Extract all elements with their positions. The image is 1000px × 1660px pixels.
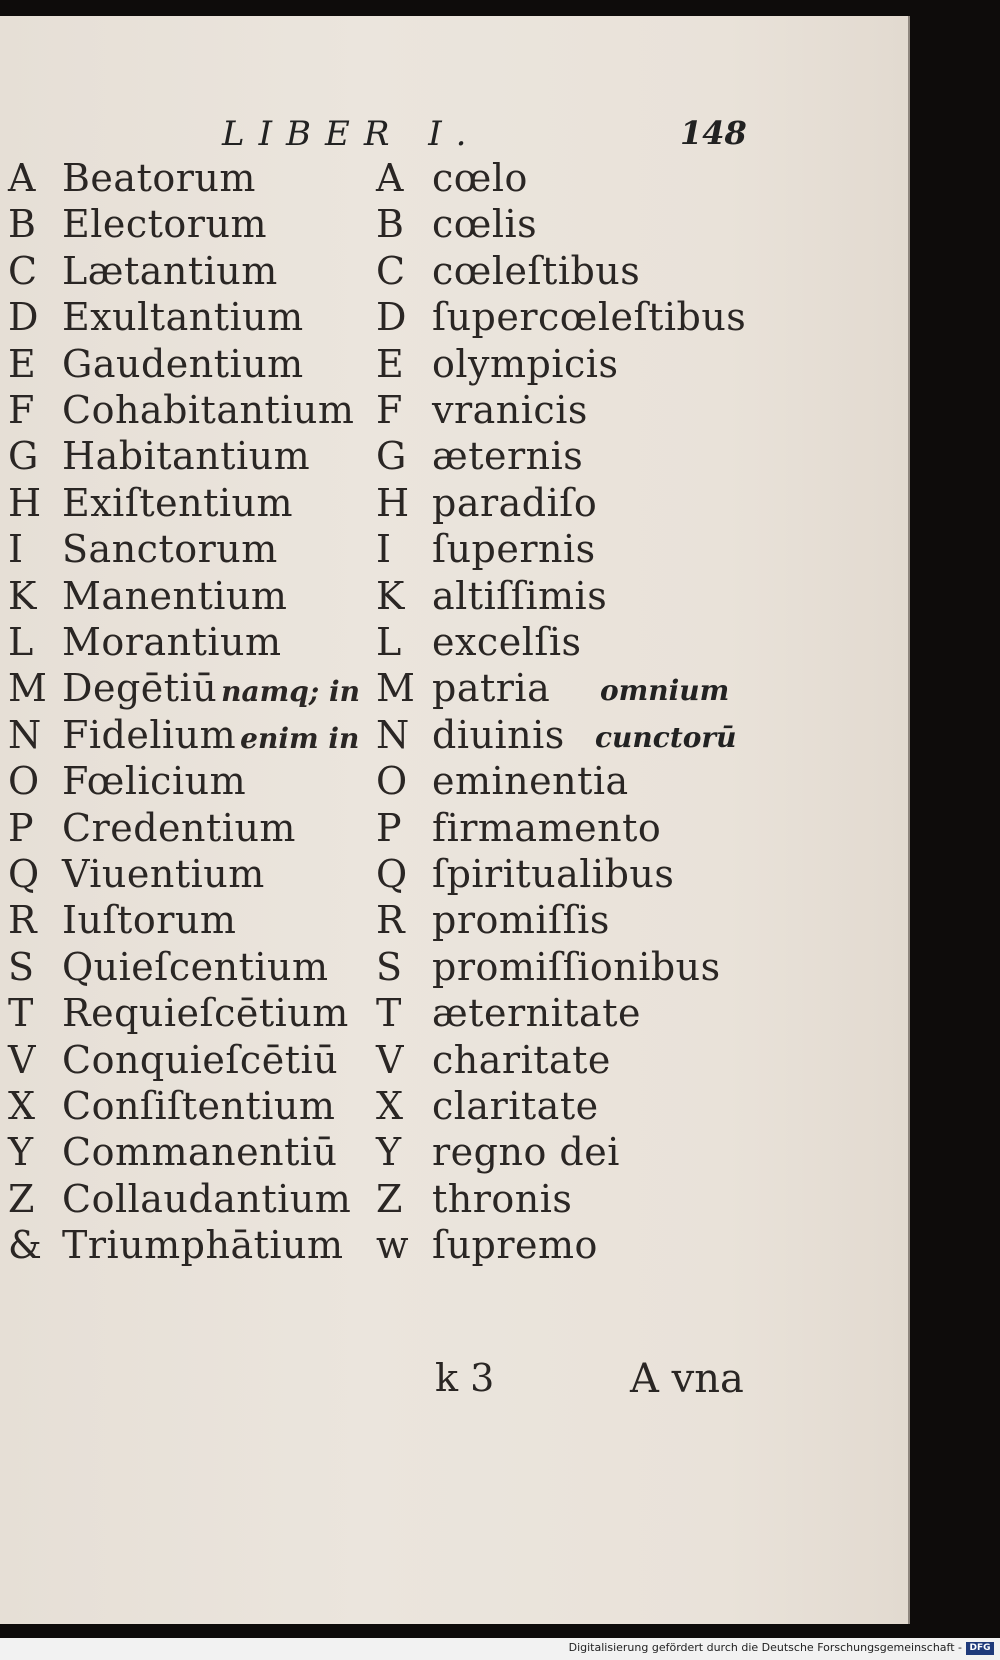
right-entry-word [432, 249, 640, 293]
right-entry-word-text: cœleſtibus [432, 248, 641, 293]
left-entry-word-text: Electorum [62, 202, 267, 247]
left-entry-word-text: Fidelium [62, 712, 237, 757]
book-page [0, 16, 910, 1624]
right-entry-word [432, 481, 597, 525]
left-entry-word [62, 852, 265, 896]
left-entry-word-text: Sanctorum [62, 527, 278, 572]
right-entry-word [432, 852, 674, 896]
right-entry-word [432, 574, 607, 618]
left-entry-word-text: Exiſtentium [62, 480, 294, 525]
right-entry-letter: G [376, 434, 407, 479]
right-entry-letter: P [376, 805, 402, 850]
left-entry-word [62, 156, 256, 200]
left-entry-word-text: Commanentiū [62, 1130, 338, 1175]
left-entry-word-text: Fœlicium [62, 759, 247, 804]
left-entry-word-text: Conſiſtentium [62, 1084, 336, 1128]
left-entry-word [62, 1177, 351, 1221]
right-entry-word [432, 202, 537, 246]
left-entry-word [62, 295, 304, 339]
right-entry-letter: S [376, 944, 403, 989]
left-entry-letter: O [8, 759, 40, 804]
margin-note-omnium: omnium [600, 674, 730, 707]
left-entry-letter: X [8, 1084, 36, 1128]
right-entry-word-text: cœlis [432, 202, 538, 247]
left-entry-word [62, 527, 278, 571]
right-entry-word-text: paradiſo [432, 480, 598, 525]
left-entry-word-text: Exultantium [62, 295, 304, 340]
left-entry-letter: H [8, 480, 42, 525]
right-entry-word [432, 666, 550, 710]
left-entry-letter: D [8, 295, 39, 340]
left-entry-letter: I [8, 527, 24, 572]
right-entry-word [432, 620, 582, 664]
right-entry-word [432, 295, 746, 339]
left-entry-word [62, 1130, 338, 1174]
right-entry-word [432, 1038, 611, 1082]
left-entry-word [62, 806, 296, 850]
right-entry-letter: O [376, 759, 408, 804]
left-entry-word-text: Morantium [62, 620, 282, 664]
left-entry-word-text: Conquieſcētiū [62, 1037, 339, 1082]
left-entry-letter: S [8, 944, 35, 989]
right-entry-word [432, 1084, 599, 1128]
right-entry-word [432, 713, 565, 757]
left-entry-word-text: Viuentium [62, 852, 265, 896]
left-entry-word-text: Lætantium [62, 248, 278, 293]
right-entry-word-text: excelſis [432, 620, 582, 664]
left-entry-word [62, 945, 329, 989]
left-entry-word [62, 481, 293, 525]
right-entry-letter: H [376, 480, 410, 525]
left-entry-word [62, 342, 304, 386]
right-entry-word-text: promiſſis [432, 898, 610, 943]
left-entry-word-text: Iuſtorum [62, 898, 237, 943]
right-entry-letter: R [376, 898, 405, 943]
left-entry-letter: E [8, 341, 36, 386]
right-entry-word-text: promiſſionibus [432, 944, 721, 989]
right-entry-word [432, 1177, 572, 1221]
right-entry-word [432, 898, 610, 942]
footer-strip [0, 1638, 1000, 1660]
page-number: 148 [680, 114, 747, 152]
left-entry-italic: enim in [240, 721, 360, 755]
left-entry-word-text: Beatorum [62, 156, 256, 200]
left-entry-letter: G [8, 434, 39, 479]
right-entry-letter: L [376, 620, 402, 664]
right-entry-word-text: ſupremo [432, 1223, 598, 1268]
right-entry-word-text: altiſſimis [432, 573, 608, 618]
left-entry-word-text: Cohabitantium [62, 388, 355, 432]
left-entry-letter: R [8, 898, 37, 943]
right-entry-word-text: firmamento [432, 805, 662, 850]
right-entry-word-text: æternis [432, 434, 584, 479]
left-entry-letter: P [8, 805, 34, 850]
right-entry-word-text: charitate [432, 1037, 611, 1082]
left-entry-word-text: Manentium [62, 573, 288, 618]
left-entry-letter: L [8, 620, 34, 664]
right-entry-letter: V [376, 1037, 404, 1082]
left-entry-word [62, 249, 278, 293]
right-entry-word [432, 434, 583, 478]
right-entry-letter: E [376, 341, 404, 386]
right-entry-letter: I [376, 527, 392, 572]
right-entry-word [432, 1223, 598, 1267]
left-entry-word-text: Requieſcētium [62, 991, 349, 1036]
right-entry-word-text: eminentia [432, 759, 629, 804]
left-entry-letter: Q [8, 852, 40, 896]
left-entry-word-text: Credentium [62, 805, 296, 850]
left-entry-word [62, 620, 282, 664]
right-entry-letter: w [376, 1223, 409, 1268]
right-entry-word-text: ſpiritualibus [432, 852, 675, 896]
right-entry-word [432, 388, 588, 432]
right-entry-word-text: olympicis [432, 341, 619, 386]
left-entry-word [62, 759, 246, 803]
left-entry-word [62, 898, 236, 942]
running-title: LIBER I. [222, 114, 481, 154]
left-entry-word-text: Habitantium [62, 434, 311, 479]
left-entry-word [62, 434, 310, 478]
left-entry-word-text: Gaudentium [62, 341, 304, 386]
left-entry-word [62, 388, 354, 432]
left-entry-letter: T [8, 991, 34, 1036]
right-entry-word-text: cœlo [432, 156, 528, 200]
right-entry-letter: N [376, 712, 410, 757]
right-entry-word-text: claritate [432, 1084, 599, 1128]
right-entry-letter: M [376, 666, 415, 711]
right-entry-word [432, 991, 641, 1035]
right-entry-word-text: patria [432, 666, 551, 711]
left-entry-letter: B [8, 202, 36, 247]
left-entry-word-text: Quieſcentium [62, 944, 329, 989]
margin-note-cunctorum: cunctorū [595, 721, 737, 754]
left-entry-word-text: Collaudantium [62, 1176, 352, 1221]
right-entry-word [432, 527, 596, 571]
left-entry-letter: N [8, 712, 42, 757]
left-entry-letter: Z [8, 1176, 35, 1221]
right-entry-letter: K [376, 573, 405, 618]
left-entry-letter: A [8, 156, 36, 200]
right-entry-word-text: regno dei [432, 1130, 620, 1175]
right-entry-word-text: ſupernis [432, 527, 596, 572]
left-entry-letter: & [8, 1223, 42, 1268]
left-entry-word [62, 574, 287, 618]
right-entry-letter: T [376, 991, 402, 1036]
left-entry-word [62, 1038, 338, 1082]
right-entry-letter: D [376, 295, 407, 340]
funding-note: Digitalisierung gefördert durch die Deutsche Forschungsgemeinschaft - [568, 1641, 962, 1654]
right-entry-letter: Q [376, 852, 408, 896]
left-entry-word-text: Triumphātium [62, 1223, 344, 1268]
left-entry-word [62, 1223, 344, 1267]
right-entry-word-text: diuinis [432, 712, 565, 757]
right-entry-word-text: æternitate [432, 991, 641, 1036]
right-entry-letter: C [376, 248, 406, 293]
catchword: A vna [630, 1356, 744, 1402]
left-entry-word [62, 713, 359, 757]
right-entry-word [432, 1130, 620, 1174]
left-entry-letter: K [8, 573, 37, 618]
left-entry-letter: F [8, 388, 35, 432]
right-entry-letter: X [376, 1084, 404, 1128]
left-entry-letter: C [8, 248, 38, 293]
right-entry-word [432, 342, 618, 386]
left-entry-word-text: Degētiū [62, 666, 218, 711]
right-entry-letter: Z [376, 1176, 403, 1221]
left-entry-word [62, 1084, 335, 1128]
left-entry-letter: V [8, 1037, 36, 1082]
left-entry-letter: Y [8, 1130, 34, 1175]
signature-mark: k 3 [435, 1356, 495, 1400]
left-entry-word [62, 202, 267, 246]
right-entry-word [432, 759, 629, 803]
left-entry-word [62, 991, 349, 1035]
right-entry-letter: F [376, 388, 403, 432]
right-entry-letter: Y [376, 1130, 402, 1175]
left-entry-letter: M [8, 666, 47, 711]
right-entry-letter: B [376, 202, 404, 247]
right-entry-word-text: thronis [432, 1176, 573, 1221]
left-entry-word [62, 666, 360, 710]
right-entry-word-text: ſupercœleſtibus [432, 295, 747, 340]
left-entry-italic: namq; in [221, 675, 360, 709]
right-entry-word [432, 156, 528, 200]
right-entry-word-text: vranicis [432, 388, 588, 432]
right-entry-letter: A [376, 156, 404, 200]
right-entry-word [432, 945, 721, 989]
dfg-logo: DFG [966, 1642, 994, 1655]
right-entry-word [432, 806, 661, 850]
